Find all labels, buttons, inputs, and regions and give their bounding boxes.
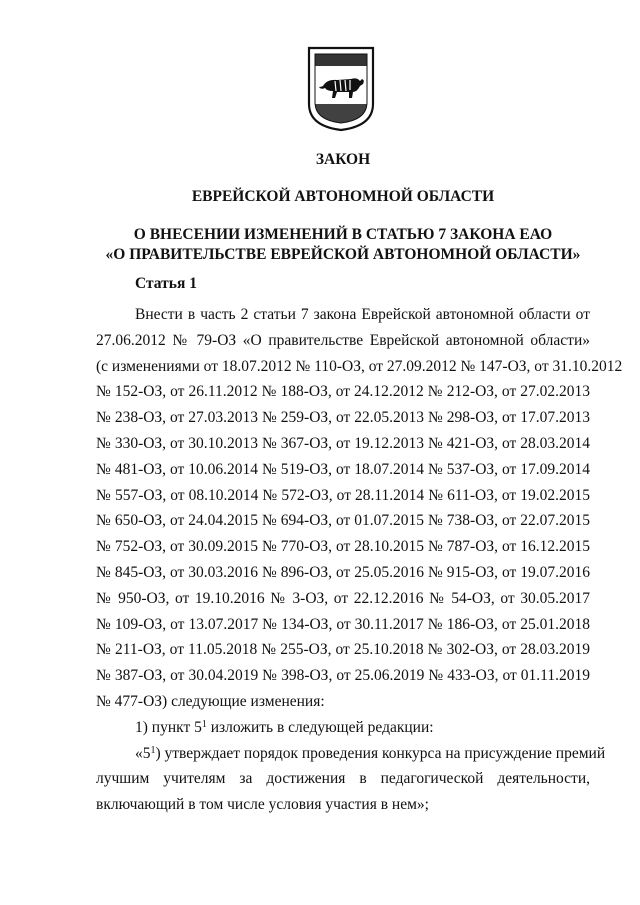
article-title: Статья 1 (135, 275, 197, 292)
text-line: № 557-ОЗ, от 08.10.2014 № 572-ОЗ, от 28.11.2014 № 611-ОЗ, от 19.02.2015 (96, 486, 590, 504)
article-body (96, 302, 623, 818)
quote-line: включающий в том числе условия участия в нем»; (96, 796, 429, 814)
text-line: № 477-ОЗ) следующие изменения: (96, 692, 325, 710)
text-line: Внести в часть 2 статьи 7 закона Еврейской автономной области от (135, 306, 590, 323)
quote-line (96, 741, 606, 767)
text-line: № 481-ОЗ, от 10.06.2014 № 519-ОЗ, от 18.07.2014 № 537-ОЗ, от 17.09.2014 (96, 460, 590, 478)
quote-text: «5 (135, 744, 151, 762)
text-line: (с изменениями от 18.07.2012 № 110-ОЗ, от 27.09.2012 № 147-ОЗ, от 31.10.2012 (96, 357, 623, 375)
text-line: № 752-ОЗ, от 30.09.2015 № 770-ОЗ, от 28.10.2015 № 787-ОЗ, от 16.12.2015 (96, 538, 590, 556)
text-line: № 845-ОЗ, от 30.03.2016 № 896-ОЗ, от 25.05.2016 № 915-ОЗ, от 19.07.2016 (96, 563, 590, 581)
quote-text: ) утверждает порядок проведения конкурса на присуждение премий (155, 744, 606, 762)
text-line: № 950-ОЗ, от 19.10.2016 № 3-ОЗ, от 22.12.2016 № 54-ОЗ, от 30.05.2017 (96, 589, 590, 607)
text-line: № 109-ОЗ, от 13.07.2017 № 134-ОЗ, от 30.11.2017 № 186-ОЗ, от 25.01.2018 (96, 615, 590, 633)
text-line: № 330-ОЗ, от 30.10.2013 № 367-ОЗ, от 19.12.2013 № 421-ОЗ, от 28.03.2014 (96, 434, 590, 452)
text-line: № 238-ОЗ, от 27.03.2013 № 259-ОЗ, от 22.05.2013 № 298-ОЗ, от 17.07.2013 (96, 409, 590, 427)
text-line: № 152-ОЗ, от 26.11.2012 № 188-ОЗ, от 24.12.2012 № 212-ОЗ, от 27.02.2013 (96, 383, 590, 401)
text-line: № 387-ОЗ, от 30.04.2019 № 398-ОЗ, от 25.06.2019 № 433-ОЗ, от 01.11.2019 (96, 667, 590, 685)
amendment-item (96, 715, 590, 741)
document-type-title: ЗАКОН (315, 151, 371, 168)
item-text: изложить в следующей редакции: (206, 718, 434, 736)
text-line: № 211-ОЗ, от 11.05.2018 № 255-ОЗ, от 25.10.2018 № 302-ОЗ, от 28.03.2019 (96, 641, 590, 659)
coat-of-arms-shield (307, 46, 375, 132)
superscript: 1 (150, 744, 156, 756)
superscript: 1 (201, 718, 207, 730)
law-subject-line-2: «О ПРАВИТЕЛЬСТВЕ ЕВРЕЙСКОЙ АВТОНОМНОЙ ОБЛАСТИ» (105, 246, 581, 263)
text-line: № 650-ОЗ, от 24.04.2015 № 694-ОЗ, от 01.07.2015 № 738-ОЗ, от 22.07.2015 (96, 512, 590, 530)
region-title: ЕВРЕЙСКОЙ АВТОНОМНОЙ ОБЛАСТИ (191, 188, 495, 205)
text-line: 27.06.2012 № 79-ОЗ «О правительстве Еврейской автономной области» (96, 331, 590, 349)
tiger-coat-of-arms-icon (307, 46, 375, 132)
law-subject-line-1: О ВНЕСЕНИИ ИЗМЕНЕНИЙ В СТАТЬЮ 7 ЗАКОНА ЕАО (133, 226, 553, 243)
quote-line: лучшим учителям за достижения в педагогической деятельности, (96, 770, 590, 788)
item-text: 1) пункт 5 (135, 718, 202, 736)
